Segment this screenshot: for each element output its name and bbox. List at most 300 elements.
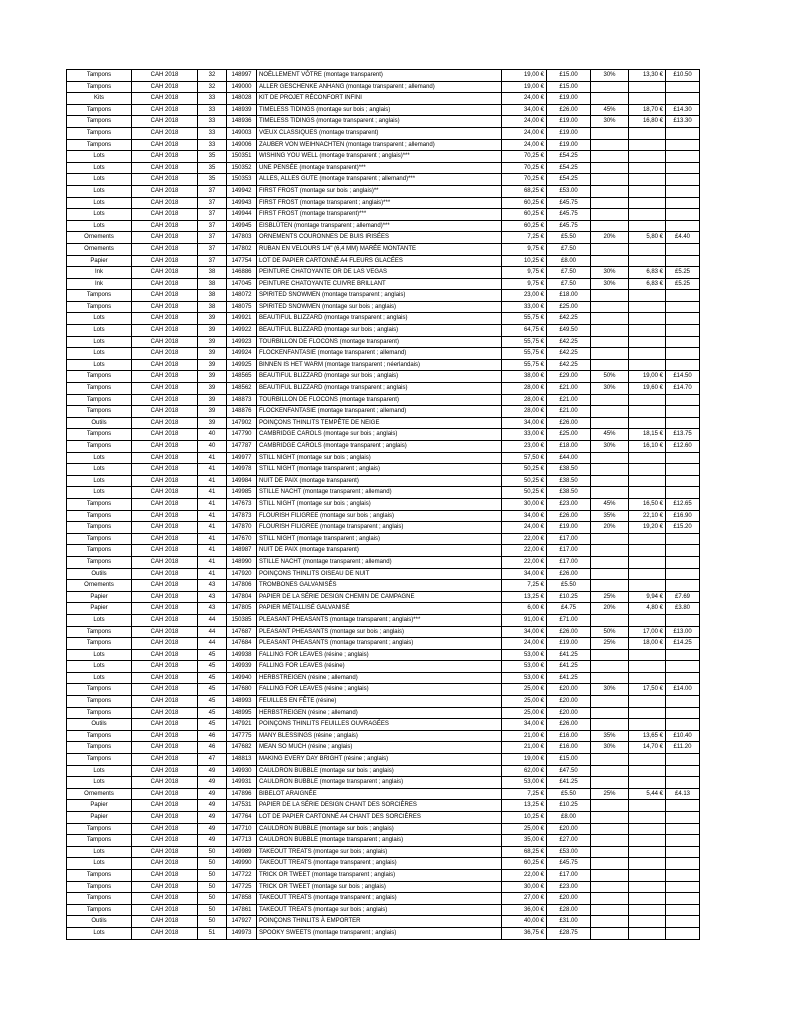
price-gbp-cell: £42.25 <box>547 313 591 325</box>
description-cell: BINNEN IS HET WARM (montage transparent ; néerlandais) <box>257 359 502 371</box>
description-cell: TIMELESS TIDINGS (montage sur bois ; anglais) <box>257 104 502 116</box>
price-gbp-cell: £5.50 <box>547 788 591 800</box>
sale-price-eur-cell <box>629 452 666 464</box>
item-number-cell: 150385 <box>227 614 257 626</box>
price-eur-cell: 33,00 € <box>502 429 547 441</box>
discount-cell: 30% <box>591 383 629 395</box>
catalog-cell: CAH 2018 <box>132 417 198 429</box>
item-number-cell: 149973 <box>227 927 257 939</box>
catalog-cell: CAH 2018 <box>132 893 198 905</box>
catalog-cell: CAH 2018 <box>132 359 198 371</box>
page-cell: 38 <box>198 267 227 279</box>
item-number-cell: 148987 <box>227 545 257 557</box>
sale-price-eur-cell <box>629 336 666 348</box>
description-cell: STILLE NACHT (montage transparent ; allemand) <box>257 556 502 568</box>
item-number-cell: 147802 <box>227 243 257 255</box>
sale-price-gbp-cell <box>666 151 700 163</box>
discount-cell <box>591 174 629 186</box>
page-cell: 39 <box>198 371 227 383</box>
page-cell: 35 <box>198 174 227 186</box>
sale-price-eur-cell <box>629 672 666 684</box>
table-row <box>67 696 700 708</box>
price-gbp-cell: £8.00 <box>547 255 591 267</box>
table-row <box>67 869 700 881</box>
price-eur-cell: 33,00 € <box>502 301 547 313</box>
description-cell: POINÇONS THINLITS OISEAU DE NUIT <box>257 568 502 580</box>
item-number-cell: 147927 <box>227 916 257 928</box>
catalog-cell: CAH 2018 <box>132 904 198 916</box>
category-cell: Papier <box>67 255 132 267</box>
discount-cell <box>591 313 629 325</box>
sale-price-gbp-cell <box>666 417 700 429</box>
sale-price-eur-cell: 19,20 € <box>629 522 666 534</box>
item-number-cell: 147670 <box>227 533 257 545</box>
item-number-cell: 147775 <box>227 730 257 742</box>
price-gbp-cell: £23.00 <box>547 498 591 510</box>
sale-price-gbp-cell: £14.70 <box>666 383 700 395</box>
description-cell: TRICK OR TWEET (montage transparent ; anglais) <box>257 869 502 881</box>
sale-price-gbp-cell <box>666 881 700 893</box>
description-cell: FALLING FOR LEAVES (résine ; anglais) <box>257 684 502 696</box>
sale-price-gbp-cell <box>666 707 700 719</box>
category-cell: Papier <box>67 591 132 603</box>
sale-price-eur-cell <box>629 661 666 673</box>
page-cell: 43 <box>198 580 227 592</box>
sale-price-eur-cell <box>629 545 666 557</box>
category-cell: Tampons <box>67 522 132 534</box>
page-cell: 41 <box>198 545 227 557</box>
category-cell: Lots <box>67 464 132 476</box>
item-number-cell: 150352 <box>227 162 257 174</box>
sale-price-gbp-cell: £14.30 <box>666 104 700 116</box>
description-cell: SPIRITED SNOWMEN (montage transparent ; anglais) <box>257 290 502 302</box>
sale-price-gbp-cell: £12.65 <box>666 498 700 510</box>
page-cell: 50 <box>198 893 227 905</box>
price-gbp-cell: £53.00 <box>547 185 591 197</box>
category-cell: Lots <box>67 336 132 348</box>
discount-cell <box>591 835 629 847</box>
page-cell: 41 <box>198 556 227 568</box>
category-cell: Tampons <box>67 70 132 82</box>
sale-price-eur-cell: 18,00 € <box>629 638 666 650</box>
page-cell: 50 <box>198 846 227 858</box>
price-eur-cell: 34,00 € <box>502 568 547 580</box>
table-row <box>67 290 700 302</box>
item-number-cell: 150353 <box>227 174 257 186</box>
category-cell: Tampons <box>67 301 132 313</box>
catalog-cell: CAH 2018 <box>132 788 198 800</box>
discount-cell <box>591 290 629 302</box>
discount-cell <box>591 869 629 881</box>
catalog-cell: CAH 2018 <box>132 927 198 939</box>
item-number-cell: 147764 <box>227 812 257 824</box>
sale-price-eur-cell <box>629 707 666 719</box>
price-eur-cell: 68,25 € <box>502 185 547 197</box>
page-cell: 45 <box>198 719 227 731</box>
catalog-cell: CAH 2018 <box>132 394 198 406</box>
discount-cell: 25% <box>591 638 629 650</box>
category-cell: Ornements <box>67 580 132 592</box>
page-cell: 44 <box>198 614 227 626</box>
discount-cell <box>591 649 629 661</box>
price-gbp-cell: £25.00 <box>547 429 591 441</box>
table-row <box>67 151 700 163</box>
price-gbp-cell: £26.00 <box>547 568 591 580</box>
sale-price-eur-cell: 6,83 € <box>629 267 666 279</box>
description-cell: RUBAN EN VELOURS 1/4" (6,4 MM) MARÉE MONTANTE <box>257 243 502 255</box>
discount-cell <box>591 927 629 939</box>
price-gbp-cell: £54.25 <box>547 174 591 186</box>
table-row <box>67 707 700 719</box>
sale-price-gbp-cell: £13.75 <box>666 429 700 441</box>
sale-price-gbp-cell <box>666 765 700 777</box>
table-row <box>67 545 700 557</box>
sale-price-gbp-cell <box>666 777 700 789</box>
page-cell: 37 <box>198 197 227 209</box>
table-row <box>67 429 700 441</box>
category-cell: Tampons <box>67 904 132 916</box>
page-cell: 37 <box>198 185 227 197</box>
catalog-cell: CAH 2018 <box>132 614 198 626</box>
category-cell: Lots <box>67 614 132 626</box>
catalog-cell: CAH 2018 <box>132 638 198 650</box>
table-row <box>67 661 700 673</box>
table-row <box>67 568 700 580</box>
category-cell: Lots <box>67 452 132 464</box>
category-cell: Lots <box>67 359 132 371</box>
price-eur-cell: 23,00 € <box>502 290 547 302</box>
item-number-cell: 148565 <box>227 371 257 383</box>
catalog-cell: CAH 2018 <box>132 533 198 545</box>
catalog-cell: CAH 2018 <box>132 812 198 824</box>
discount-cell: 30% <box>591 742 629 754</box>
sale-price-gbp-cell: £3.80 <box>666 603 700 615</box>
price-gbp-cell: £45.75 <box>547 220 591 232</box>
price-eur-cell: 68,25 € <box>502 846 547 858</box>
table-row <box>67 580 700 592</box>
sale-price-eur-cell: 14,70 € <box>629 742 666 754</box>
item-number-cell: 148997 <box>227 70 257 82</box>
sale-price-gbp-cell <box>666 719 700 731</box>
item-number-cell: 149000 <box>227 81 257 93</box>
category-cell: Tampons <box>67 881 132 893</box>
category-cell: Tampons <box>67 684 132 696</box>
item-number-cell: 147531 <box>227 800 257 812</box>
description-cell: FIRST FROST (montage transparent ; anglais)*** <box>257 197 502 209</box>
price-eur-cell: 24,00 € <box>502 522 547 534</box>
item-number-cell: 149003 <box>227 127 257 139</box>
sale-price-gbp-cell: £14.00 <box>666 684 700 696</box>
sale-price-gbp-cell <box>666 927 700 939</box>
page-cell: 45 <box>198 649 227 661</box>
price-eur-cell: 21,00 € <box>502 730 547 742</box>
catalog-cell: CAH 2018 <box>132 325 198 337</box>
item-number-cell: 149925 <box>227 359 257 371</box>
category-cell: Tampons <box>67 696 132 708</box>
table-row <box>67 904 700 916</box>
price-gbp-cell: £19.00 <box>547 93 591 105</box>
sale-price-gbp-cell <box>666 81 700 93</box>
item-number-cell: 149940 <box>227 672 257 684</box>
page-cell: 37 <box>198 255 227 267</box>
catalog-cell: CAH 2018 <box>132 800 198 812</box>
table-row <box>67 777 700 789</box>
sale-price-gbp-cell <box>666 93 700 105</box>
sale-price-gbp-cell <box>666 394 700 406</box>
page-cell: 41 <box>198 533 227 545</box>
catalog-cell: CAH 2018 <box>132 881 198 893</box>
price-gbp-cell: £49.50 <box>547 325 591 337</box>
category-cell: Ornements <box>67 232 132 244</box>
page-cell: 37 <box>198 220 227 232</box>
catalog-cell: CAH 2018 <box>132 127 198 139</box>
table-row <box>67 70 700 82</box>
sale-price-eur-cell <box>629 325 666 337</box>
price-eur-cell: 62,00 € <box>502 765 547 777</box>
sale-price-eur-cell <box>629 162 666 174</box>
table-row <box>67 174 700 186</box>
sale-price-eur-cell <box>629 93 666 105</box>
item-number-cell: 147722 <box>227 869 257 881</box>
table-row <box>67 510 700 522</box>
sale-price-eur-cell <box>629 475 666 487</box>
description-cell: TAKEOUT TREATS (montage transparent ; anglais) <box>257 893 502 905</box>
discount-cell <box>591 916 629 928</box>
price-gbp-cell: £54.25 <box>547 151 591 163</box>
price-gbp-cell: £16.00 <box>547 730 591 742</box>
category-cell: Tampons <box>67 394 132 406</box>
catalog-cell: CAH 2018 <box>132 104 198 116</box>
sale-price-gbp-cell: £15.20 <box>666 522 700 534</box>
item-number-cell: 149921 <box>227 313 257 325</box>
price-eur-cell: 28,00 € <box>502 383 547 395</box>
sale-price-eur-cell: 16,80 € <box>629 116 666 128</box>
discount-cell <box>591 881 629 893</box>
category-cell: Papier <box>67 800 132 812</box>
table-row <box>67 487 700 499</box>
catalog-cell: CAH 2018 <box>132 545 198 557</box>
catalog-cell: CAH 2018 <box>132 255 198 267</box>
sale-price-gbp-cell <box>666 220 700 232</box>
page-cell: 41 <box>198 498 227 510</box>
discount-cell <box>591 823 629 835</box>
description-cell: FALLING FOR LEAVES (résine) <box>257 661 502 673</box>
table-row <box>67 452 700 464</box>
price-gbp-cell: £20.00 <box>547 893 591 905</box>
discount-cell: 30% <box>591 278 629 290</box>
discount-cell <box>591 754 629 766</box>
page-cell: 45 <box>198 707 227 719</box>
item-number-cell: 149990 <box>227 858 257 870</box>
sale-price-gbp-cell <box>666 893 700 905</box>
description-cell: TAKEOUT TREATS (montage transparent ; anglais) <box>257 858 502 870</box>
description-cell: EISBLÜTEN (montage transparent ; allemand)*** <box>257 220 502 232</box>
catalog-cell: CAH 2018 <box>132 869 198 881</box>
price-eur-cell: 13,25 € <box>502 591 547 603</box>
price-gbp-cell: £26.00 <box>547 510 591 522</box>
discount-cell: 45% <box>591 429 629 441</box>
discount-cell <box>591 139 629 151</box>
discount-cell <box>591 812 629 824</box>
price-gbp-cell: £38.50 <box>547 475 591 487</box>
item-number-cell: 149924 <box>227 348 257 360</box>
price-eur-cell: 19,00 € <box>502 70 547 82</box>
sale-price-eur-cell: 4,80 € <box>629 603 666 615</box>
price-gbp-cell: £16.00 <box>547 742 591 754</box>
sale-price-gbp-cell <box>666 162 700 174</box>
sale-price-gbp-cell <box>666 580 700 592</box>
discount-cell <box>591 81 629 93</box>
page-cell: 41 <box>198 452 227 464</box>
item-number-cell: 149977 <box>227 452 257 464</box>
price-eur-cell: 36,00 € <box>502 904 547 916</box>
table-row <box>67 81 700 93</box>
description-cell: CAULDRON BUBBLE (montage sur bois ; anglais) <box>257 823 502 835</box>
description-cell: MAKING EVERY DAY BRIGHT (résine ; anglais) <box>257 754 502 766</box>
discount-cell <box>591 197 629 209</box>
description-cell: FLOCKENFANTASIE (montage transparent ; allemand) <box>257 348 502 360</box>
description-cell: HERBSTREIGEN (résine ; allemand) <box>257 707 502 719</box>
category-cell: Lots <box>67 325 132 337</box>
page-cell: 39 <box>198 383 227 395</box>
price-gbp-cell: £10.25 <box>547 800 591 812</box>
discount-cell: 20% <box>591 232 629 244</box>
sale-price-gbp-cell <box>666 858 700 870</box>
table-row <box>67 638 700 650</box>
table-row <box>67 139 700 151</box>
sale-price-eur-cell <box>629 580 666 592</box>
sale-price-eur-cell: 5,80 € <box>629 232 666 244</box>
table-row <box>67 614 700 626</box>
page-cell: 49 <box>198 800 227 812</box>
sale-price-eur-cell <box>629 812 666 824</box>
sale-price-gbp-cell: £4.13 <box>666 788 700 800</box>
discount-cell: 20% <box>591 603 629 615</box>
page-cell: 35 <box>198 151 227 163</box>
price-eur-cell: 70,25 € <box>502 162 547 174</box>
category-cell: Tampons <box>67 533 132 545</box>
sale-price-gbp-cell <box>666 649 700 661</box>
price-gbp-cell: £21.00 <box>547 406 591 418</box>
catalog-cell: CAH 2018 <box>132 626 198 638</box>
price-eur-cell: 9,75 € <box>502 278 547 290</box>
sale-price-eur-cell <box>629 359 666 371</box>
description-cell: PAPIER DE LA SÉRIE DESIGN CHANT DES SORCIÈRES <box>257 800 502 812</box>
discount-cell: 35% <box>591 510 629 522</box>
catalog-cell: CAH 2018 <box>132 81 198 93</box>
description-cell: FLOCKENFANTASIE (montage transparent ; allemand) <box>257 406 502 418</box>
table-row <box>67 649 700 661</box>
item-number-cell: 149942 <box>227 185 257 197</box>
catalog-cell: CAH 2018 <box>132 498 198 510</box>
price-eur-cell: 25,00 € <box>502 684 547 696</box>
discount-cell <box>591 325 629 337</box>
sale-price-eur-cell <box>629 220 666 232</box>
catalog-cell: CAH 2018 <box>132 116 198 128</box>
discount-cell: 30% <box>591 684 629 696</box>
sale-price-eur-cell: 22,10 € <box>629 510 666 522</box>
sale-price-gbp-cell <box>666 255 700 267</box>
discount-cell <box>591 151 629 163</box>
discount-cell <box>591 185 629 197</box>
catalog-cell: CAH 2018 <box>132 383 198 395</box>
category-cell: Lots <box>67 348 132 360</box>
description-cell: POINÇONS THINLITS TEMPÊTE DE NEIGE <box>257 417 502 429</box>
item-number-cell: 147713 <box>227 835 257 847</box>
sale-price-gbp-cell: £7.69 <box>666 591 700 603</box>
item-number-cell: 148936 <box>227 116 257 128</box>
item-number-cell: 149945 <box>227 220 257 232</box>
discount-cell <box>591 893 629 905</box>
item-number-cell: 147921 <box>227 719 257 731</box>
page-cell: 37 <box>198 243 227 255</box>
sale-price-eur-cell: 9,94 € <box>629 591 666 603</box>
table-row <box>67 197 700 209</box>
page-cell: 50 <box>198 916 227 928</box>
sale-price-eur-cell: 17,50 € <box>629 684 666 696</box>
price-eur-cell: 21,00 € <box>502 742 547 754</box>
sale-price-eur-cell <box>629 858 666 870</box>
sale-price-eur-cell <box>629 777 666 789</box>
sale-price-eur-cell <box>629 174 666 186</box>
price-eur-cell: 55,75 € <box>502 359 547 371</box>
sale-price-eur-cell <box>629 348 666 360</box>
discount-cell <box>591 417 629 429</box>
price-eur-cell: 24,00 € <box>502 127 547 139</box>
category-cell: Tampons <box>67 290 132 302</box>
category-cell: Tampons <box>67 116 132 128</box>
sale-price-eur-cell <box>629 696 666 708</box>
category-cell: Outils <box>67 916 132 928</box>
sale-price-gbp-cell: £5.25 <box>666 267 700 279</box>
page-cell: 33 <box>198 116 227 128</box>
category-cell: Tampons <box>67 383 132 395</box>
price-gbp-cell: £26.00 <box>547 104 591 116</box>
price-eur-cell: 40,00 € <box>502 916 547 928</box>
price-eur-cell: 7,25 € <box>502 580 547 592</box>
description-cell: TOURBILLON DE FLOCONS (montage transparent) <box>257 336 502 348</box>
page-cell: 41 <box>198 510 227 522</box>
price-eur-cell: 70,25 € <box>502 151 547 163</box>
discount-cell <box>591 556 629 568</box>
sale-price-gbp-cell <box>666 812 700 824</box>
catalog-cell: CAH 2018 <box>132 475 198 487</box>
page-cell: 41 <box>198 487 227 499</box>
item-number-cell: 149930 <box>227 765 257 777</box>
price-gbp-cell: £31.00 <box>547 916 591 928</box>
item-number-cell: 147803 <box>227 232 257 244</box>
description-cell: WISHING YOU WELL (montage transparent ; anglais)*** <box>257 151 502 163</box>
sale-price-gbp-cell <box>666 661 700 673</box>
item-number-cell: 148813 <box>227 754 257 766</box>
price-eur-cell: 9,75 € <box>502 267 547 279</box>
sale-price-eur-cell <box>629 869 666 881</box>
sale-price-gbp-cell <box>666 336 700 348</box>
page-cell: 32 <box>198 81 227 93</box>
sale-price-gbp-cell <box>666 464 700 476</box>
discount-cell <box>591 777 629 789</box>
catalog-cell: CAH 2018 <box>132 429 198 441</box>
table-row <box>67 719 700 731</box>
price-eur-cell: 10,25 € <box>502 812 547 824</box>
price-gbp-cell: £41.25 <box>547 672 591 684</box>
category-cell: Ornements <box>67 788 132 800</box>
table-row <box>67 556 700 568</box>
sale-price-gbp-cell: £5.25 <box>666 278 700 290</box>
price-eur-cell: 7,25 € <box>502 788 547 800</box>
table-row <box>67 800 700 812</box>
catalog-cell: CAH 2018 <box>132 568 198 580</box>
